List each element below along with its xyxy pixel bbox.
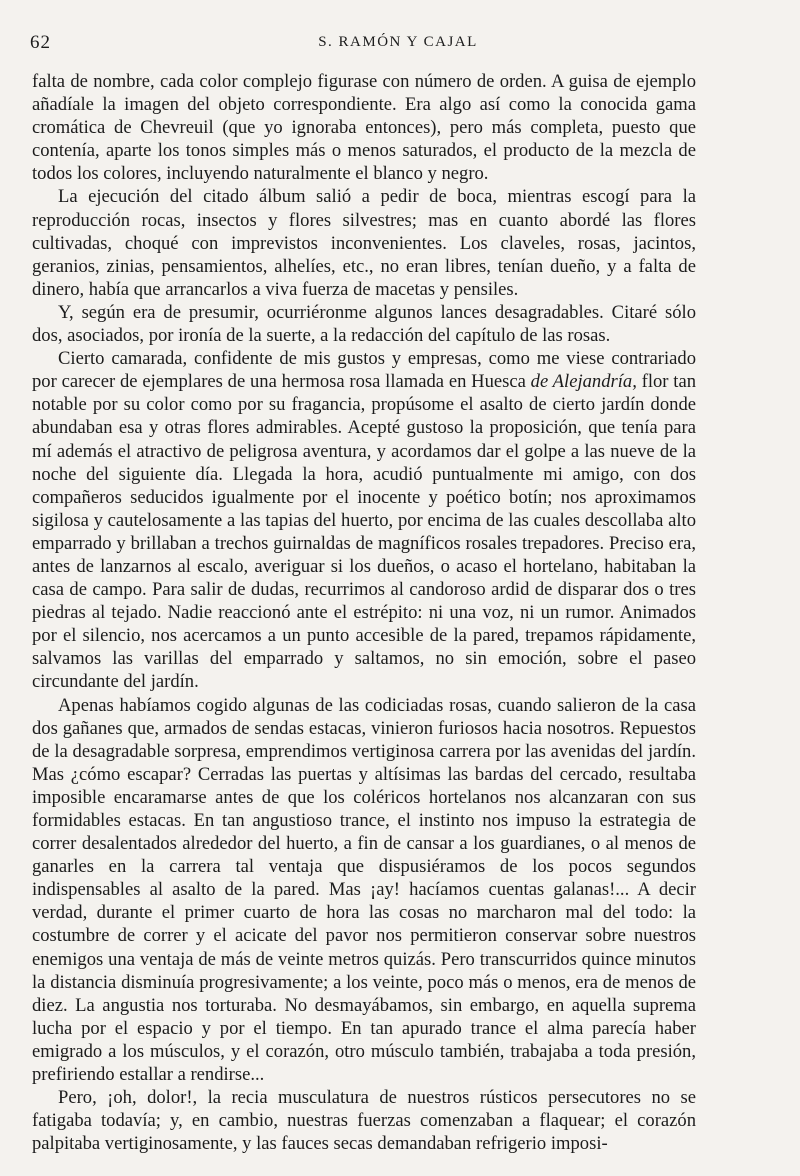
running-title: S. RAMÓN Y CAJAL [318, 34, 478, 50]
paragraph-3: Y, según era de presumir, ocurriéronme algunos lances desagradables. Citaré sólo dos, asociados, por ironía de la suerte, a la redacción del capítulo de las rosas. [32, 301, 696, 347]
book-page [26, 0, 772, 1176]
running-head [30, 28, 766, 58]
paragraph-6: Pero, ¡oh, dolor!, la recia musculatura de nuestros rústicos persecutores no se fatigaba todavía; y, en cambio, nuestras fuerzas comenzaban a flaquear; el corazón palpitaba vertiginosamente, y las fauces secas demandaban refrigerio imposi- [32, 1087, 696, 1155]
paragraph-4-italic: de Alejandría, [530, 371, 637, 393]
paragraph-4-before: Cierto camarada, confidente de mis gustos y empresas, como me viese contrariado por carecer de ejemplares de una hermosa rosa llamada en Huesca [32, 348, 696, 393]
page-number: 62 [30, 32, 51, 53]
paragraph-5: Apenas habíamos cogido algunas de las codiciadas rosas, cuando salieron de la casa dos gañanes que, armados de sendas estacas, vinieron furiosos hacia nosotros. Repuestos de la desagradable sorpresa, emprendimos vertiginosa carrera por las avenidas del jardín. Mas ¿cómo escapar? Cerradas las puertas y altísimas las bardas del cercado, resultaba imposible encaramarse antes de que los coléricos hortelanos nos alcanzaran con sus formidables estacas. En tan angustioso trance, el instinto nos impuso la estrategia de correr desalentados alrededor del huerto, a fin de cansar a los guardianes, o al menos de ganarles en la carrera tal ventaja que dispusiéramos de los pocos segundos indispensables al asalto de la pared. Mas ¡ay! hacíamos cuentas galanas!... A decir verdad, durante el primer cuarto de hora las cosas no marcharon mal del todo: la costumbre de correr y el acicate del pavor nos permitieron conservar sobre nuestros enemigos una ventaja de más de veinte metros quizás. Pero transcurridos quince minutos la distancia disminuía progresivamente; a los veinte, poco más o menos, era de menos de diez. La angustia nos torturaba. No desmayábamos, sin embargo, en aquella suprema lucha por el espacio y por el tiempo. En tan apurado trance el alma parecía haber emigrado a los músculos, y el corazón, otro músculo también, trabajaba a toda presión, prefiriendo estallar a rendirse... [32, 694, 696, 1086]
paragraph-1: falta de nombre, cada color complejo figurase con número de orden. A guisa de ejemplo añadíale la imagen del objeto correspondiente. Era algo así como la conocida gama cromática de Chevreuil (que yo ignoraba entonces), pero más completa, puesto que contenía, aparte los tonos simples más o menos saturados, el producto de la mezcla de todos los colores, incluyendo naturalmente el blanco y negro. [32, 71, 696, 185]
body-text [32, 70, 696, 1155]
paragraph-2: La ejecución del citado álbum salió a pedir de boca, mientras escogí para la reproducción rocas, insectos y flores silvestres; mas en cuanto abordé las flores cultivadas, choqué con imprevistos inconvenientes. Los claveles, rosas, jacintos, geranios, zinias, pensamientos, alhelíes, etc., no eran libres, tenían dueño, y a falta de dinero, había que arrancarlos a viva fuerza de macetas y pensiles. [32, 186, 696, 300]
paragraph-4-after: flor tan notable por su color como por su fragancia, propúsome el asalto de cierto jardín donde abundaban esa y otras flores admirables. Acepté gustoso la proposición, que tenía para mí además el atractivo de peligrosa aventura, y acordamos dar el golpe a las nueve de la noche del siguiente día. Llegada la hora, acudió puntualmente mi amigo, con dos compañeros seducidos igualmente por el inocente y poético botín; nos aproximamos sigilosa y cautelosamente a las tapias del huerto, por encima de las cuales descollaba alto emparrado y brillaban a trechos guirnaldas de magníficos rosales trepadores. Preciso era, antes de lanzarnos al escalo, averiguar si los dueños, o acaso el hortelano, habitaban la casa de campo. Para salir de dudas, recurrimos al candoroso ardid de disparar dos o tres piedras al tejado. Nadie reaccionó ante el estrépito: ni una voz, ni un rumor. Animados por el silencio, nos acercamos a un punto accesible de la pared, trepamos rápidamente, salvamos las varillas del emparrado y saltamos, no sin emoción, sobre el paseo circundante del jardín. [32, 371, 696, 693]
paragraph-4 [32, 347, 696, 693]
